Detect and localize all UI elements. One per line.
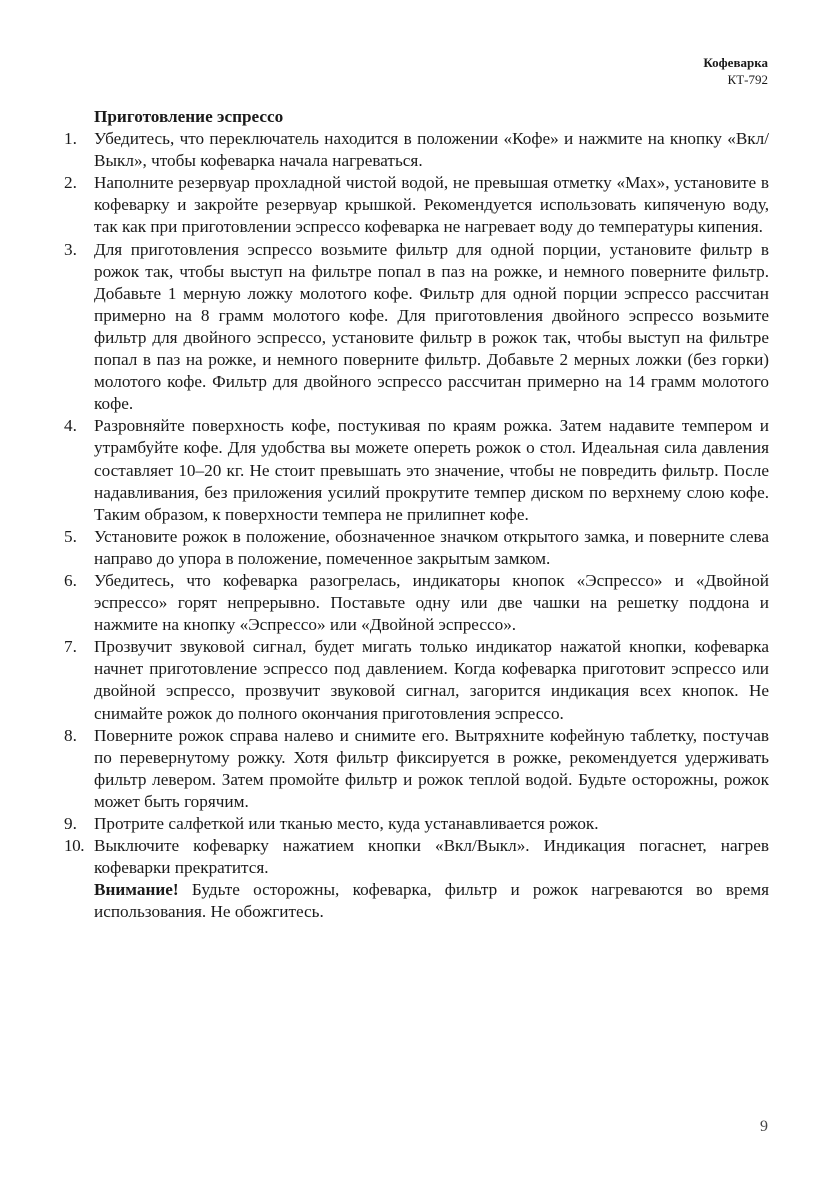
step-7 [64, 636, 769, 724]
step-text: Убедитесь, что кофеварка разогрелась, индикаторы кнопок «Эспрессо» и «Двойной эспрессо» горят непрерывно. Поставьте одну или две чашки на решетку поддона и нажмите на кнопку «Эспрессо» или «Двойной эспрессо». [94, 570, 769, 635]
step-number: 10. [64, 836, 84, 856]
product-title: Кофеварка [703, 55, 768, 70]
page-content [64, 106, 769, 923]
step-number: 7. [64, 637, 77, 657]
warning-label: Внимание! [94, 880, 179, 900]
step-text: Прозвучит звуковой сигнал, будет мигать только индикатор нажатой кнопки, кофеварка начнет приготовление эспрессо под давлением. Когда кофеварка приготовит эспрессо или двойной эспрессо, прозвучит звуковой сигнал, загорится индикация всех кнопок. Не снимайте рожок до полного окончания приготовления эспрессо. [94, 637, 769, 723]
step-5 [64, 526, 769, 570]
section-title: Приготовление эспрессо [94, 107, 284, 126]
step-text: Для приготовления эспрессо возьмите фильтр для одной порции, установите фильтр в рожок так, чтобы выступ на фильтре попал в паз на рожке, и немного поверните фильтр. Добавьте 1 мерную ложку молотого кофе. Фильтр для одной порции эспрессо рассчитан примерно на 8 грамм молотого кофе. Для приготовления двойного эспрессо возьмите фильтр для двойного эспрессо, установите фильтр в рожок так, чтобы выступ на фильтре попал в паз на рожке, и немного поверните фильтр. Добавьте 2 мерных ложки (без горки) молотого кофе. Фильтр для двойного эспрессо рассчитан примерно на 14 грамм молотого кофе. [94, 239, 769, 414]
step-1 [64, 128, 769, 172]
product-model: КТ-792 [727, 72, 768, 87]
step-number: 3. [64, 239, 77, 259]
step-text: Убедитесь, что переключатель находится в положении «Кофе» и нажмите на кнопку «Вкл/Выкл», чтобы кофеварка начала нагреваться. [94, 129, 769, 171]
step-number: 5. [64, 526, 77, 546]
step-9 [64, 813, 769, 835]
step-text: Поверните рожок справа налево и снимите его. Вытряхните кофейную таблетку, постучав по перевернутому рожку. Хотя фильтр фиксируется в рожке, рекомендуется удерживать фильтр левером. Затем промойте фильтр и рожок теплой водой. Будьте осторожны, рожок может быть горячим. [94, 725, 769, 811]
warning-note [94, 879, 769, 923]
step-2 [64, 172, 769, 238]
step-4 [64, 415, 769, 525]
steps-list [64, 128, 769, 879]
page-header [703, 54, 768, 88]
warning-text: Будьте осторожны, кофеварка, фильтр и рожок нагреваются во время использования. Не обожгитесь. [94, 880, 769, 922]
step-6 [64, 570, 769, 636]
step-number: 1. [64, 129, 77, 149]
page-number: 9 [760, 1118, 768, 1135]
step-number: 2. [64, 173, 77, 193]
step-3 [64, 239, 769, 416]
step-text: Разровняйте поверхность кофе, постукивая по краям рожка. Затем надавите темпером и утрамбуйте кофе. Для удобства вы можете опереть рожок о стол. Идеальная сила давления составляет 10–20 кг. Не стоит превышать это значение, чтобы не повредить фильтр. После надавливания, без приложения усилий прокрутите темпер диском по верхнему слою кофе. Таким образом, к поверхности темпера не прилипнет кофе. [94, 416, 769, 524]
step-number: 8. [64, 725, 77, 745]
step-number: 9. [64, 814, 77, 833]
step-text: Наполните резервуар прохладной чистой водой, не превышая отметку «Max», установите в кофеварку и закройте резервуар крышкой. Рекомендуется использовать кипяченую воду, так как при приготовлении эспрессо кофеварка не нагревает воду до температуры кипения. [94, 173, 769, 237]
step-number: 4. [64, 416, 77, 436]
step-text: Протрите салфеткой или тканью место, куда устанавливается рожок. [94, 814, 599, 833]
step-text: Установите рожок в положение, обозначенное значком открытого замка, и поверните слева направо до упора в положение, помеченное закрытым замком. [94, 526, 769, 568]
step-number: 6. [64, 570, 77, 590]
step-text: Выключите кофеварку нажатием кнопки «Вкл/Выкл». Индикация погаснет, нагрев кофеварки прекратится. [94, 836, 769, 878]
step-10 [64, 835, 769, 879]
step-8 [64, 725, 769, 813]
